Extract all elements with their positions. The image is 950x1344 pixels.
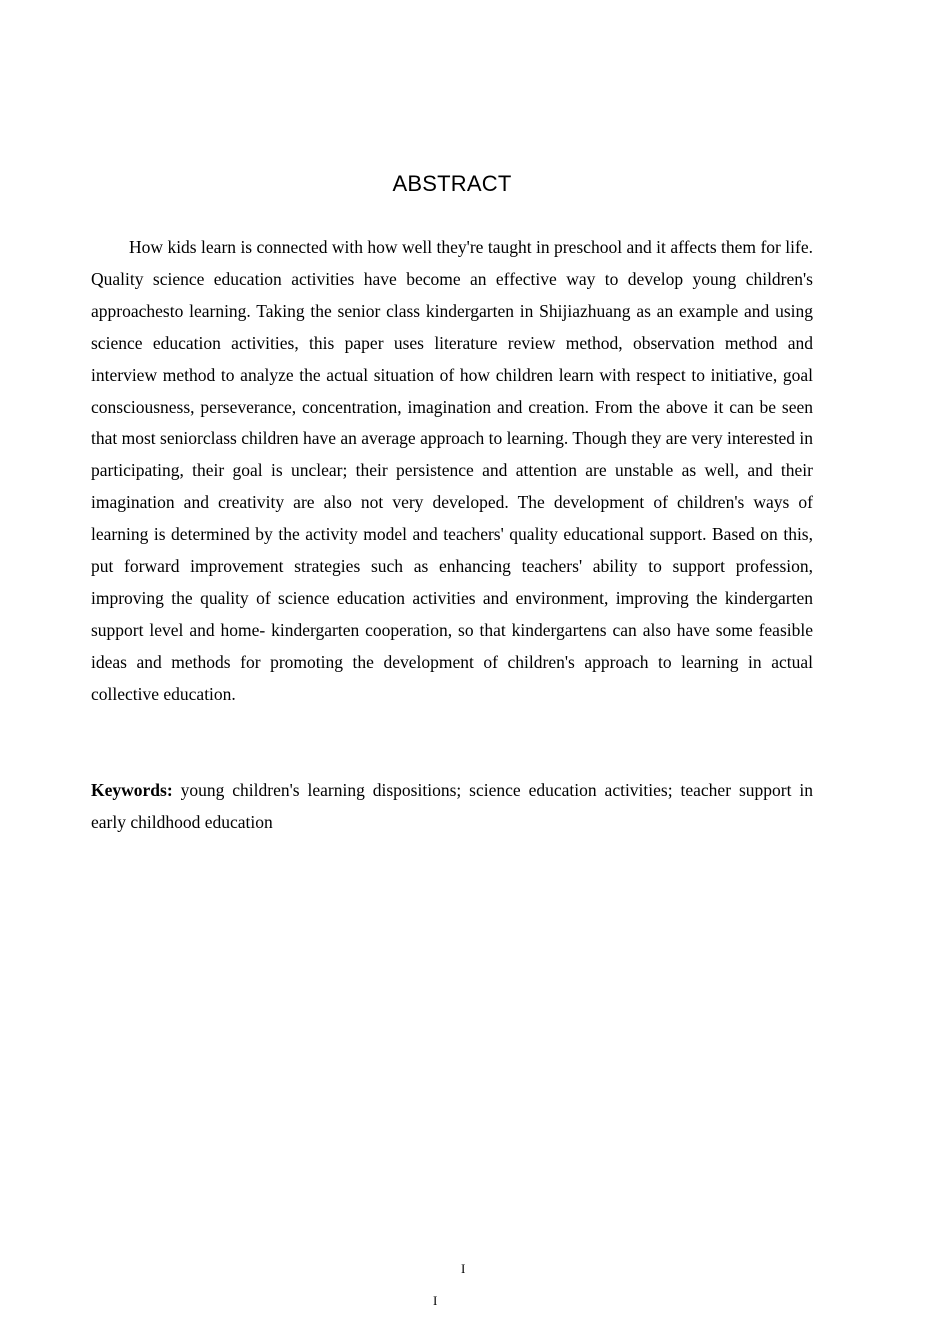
- keywords-paragraph: [91, 775, 813, 839]
- abstract-title: ABSTRACT: [392, 171, 512, 196]
- keywords-text: young children's learning dispositions; science education activities; teacher support in early childhood education: [91, 780, 813, 832]
- keywords-label: Keywords:: [91, 780, 173, 800]
- page-number-footer: I: [433, 1293, 438, 1308]
- page-number: I: [461, 1261, 466, 1276]
- abstract-paragraph: How kids learn is connected with how well they're taught in preschool and it affects them for life. Quality science education activities have become an effective way to develop young children's approachesto learning. Taking the senior class kindergarten in Shijiazhuang as an example and using science education activities, this paper uses literature review method, observation method and interview method to analyze the actual situation of how children learn with respect to initiative, goal consciousness, perseverance, concentration, imagination and creation. From the above it can be seen that most seniorclass children have an average approach to learning. Though they are very interested in participating, their goal is unclear; their persistence and attention are unstable as well, and their imagination and creativity are also not very developed. The development of children's ways of learning is determined by the activity model and teachers' quality educational support. Based on this, put forward improvement strategies such as enhancing teachers' ability to support profession, improving the quality of science education activities and environment, improving the kindergarten support level and home- kindergarten cooperation, so that kindergartens can also have some feasible ideas and methods for promoting the development of children's approach to learning in actual collective education.: [91, 237, 813, 704]
